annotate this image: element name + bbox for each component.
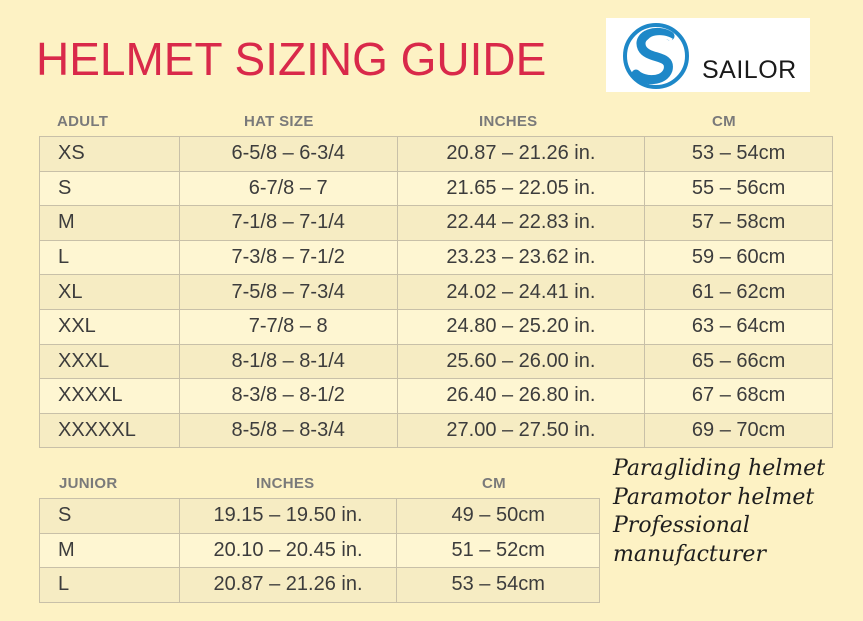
size-value-cell: 26.40 – 26.80 in. [397, 379, 645, 414]
table-row [40, 275, 833, 310]
table-row [40, 344, 833, 379]
size-value-cell: 25.60 – 26.00 in. [397, 344, 645, 379]
size-label-cell: XS [40, 137, 180, 172]
size-value-cell: 55 – 56cm [645, 171, 833, 206]
table-row [40, 568, 600, 603]
brand-logo [606, 18, 810, 92]
table-row [40, 533, 600, 568]
size-label-cell: XL [40, 275, 180, 310]
size-value-cell: 67 – 68cm [645, 379, 833, 414]
page-title: HELMET SIZING GUIDE [36, 33, 547, 85]
size-value-cell: 51 – 52cm [397, 533, 600, 568]
size-value-cell: 24.80 – 25.20 in. [397, 309, 645, 344]
size-label-cell: XXXL [40, 344, 180, 379]
size-value-cell: 7-7/8 – 8 [179, 309, 397, 344]
table-row [40, 499, 600, 534]
size-value-cell: 6-5/8 – 6-3/4 [179, 137, 397, 172]
header-junior: JUNIOR [59, 475, 118, 492]
size-label-cell: S [40, 171, 180, 206]
table-row [40, 240, 833, 275]
size-value-cell: 61 – 62cm [645, 275, 833, 310]
size-value-cell: 27.00 – 27.50 in. [397, 413, 645, 448]
size-value-cell: 19.15 – 19.50 in. [179, 499, 397, 534]
size-label-cell: L [40, 240, 180, 275]
size-value-cell: 24.02 – 24.41 in. [397, 275, 645, 310]
size-label-cell: S [40, 499, 180, 534]
size-value-cell: 20.10 – 20.45 in. [179, 533, 397, 568]
size-value-cell: 57 – 58cm [645, 206, 833, 241]
size-value-cell: 59 – 60cm [645, 240, 833, 275]
header-junior-cm: CM [482, 475, 506, 492]
swirl-s-logo-icon [606, 18, 702, 92]
size-label-cell: XXL [40, 309, 180, 344]
header-adult: ADULT [57, 113, 109, 130]
size-value-cell: 8-1/8 – 8-1/4 [179, 344, 397, 379]
size-value-cell: 23.23 – 23.62 in. [397, 240, 645, 275]
size-value-cell: 63 – 64cm [645, 309, 833, 344]
size-value-cell: 8-3/8 – 8-1/2 [179, 379, 397, 414]
size-value-cell: 21.65 – 22.05 in. [397, 171, 645, 206]
tagline-line: Professional [613, 513, 750, 538]
tagline-line: Paragliding helmet [613, 456, 826, 481]
table-row [40, 171, 833, 206]
size-label-cell: M [40, 206, 180, 241]
junior-size-table [39, 498, 600, 603]
table-row [40, 413, 833, 448]
size-label-cell: M [40, 533, 180, 568]
size-value-cell: 22.44 – 22.83 in. [397, 206, 645, 241]
size-value-cell: 53 – 54cm [397, 568, 600, 603]
size-label-cell: XXXXL [40, 379, 180, 414]
size-value-cell: 6-7/8 – 7 [179, 171, 397, 206]
tagline-line: manufacturer [613, 541, 766, 567]
header-inches: INCHES [479, 113, 538, 130]
header-junior-inches: INCHES [256, 475, 315, 492]
size-value-cell: 20.87 – 21.26 in. [397, 137, 645, 172]
size-value-cell: 69 – 70cm [645, 413, 833, 448]
size-value-cell: 7-5/8 – 7-3/4 [179, 275, 397, 310]
table-row [40, 309, 833, 344]
table-row [40, 379, 833, 414]
size-value-cell: 8-5/8 – 8-3/4 [179, 413, 397, 448]
size-label-cell: L [40, 568, 180, 603]
size-value-cell: 7-3/8 – 7-1/2 [179, 240, 397, 275]
adult-size-table [39, 136, 833, 448]
logo-text: SAILOR [702, 56, 797, 84]
product-tagline [613, 455, 825, 569]
size-value-cell: 49 – 50cm [397, 499, 600, 534]
table-row [40, 137, 833, 172]
size-value-cell: 20.87 – 21.26 in. [179, 568, 397, 603]
tagline-line: Paramotor helmet [613, 484, 815, 510]
header-hat-size: HAT SIZE [244, 113, 314, 130]
size-label-cell: XXXXXL [40, 413, 180, 448]
size-value-cell: 53 – 54cm [645, 137, 833, 172]
adult-header-row [0, 113, 863, 133]
size-value-cell: 65 – 66cm [645, 344, 833, 379]
size-value-cell: 7-1/8 – 7-1/4 [179, 206, 397, 241]
table-row [40, 206, 833, 241]
junior-header-row [0, 475, 600, 495]
header-cm: CM [712, 113, 736, 130]
